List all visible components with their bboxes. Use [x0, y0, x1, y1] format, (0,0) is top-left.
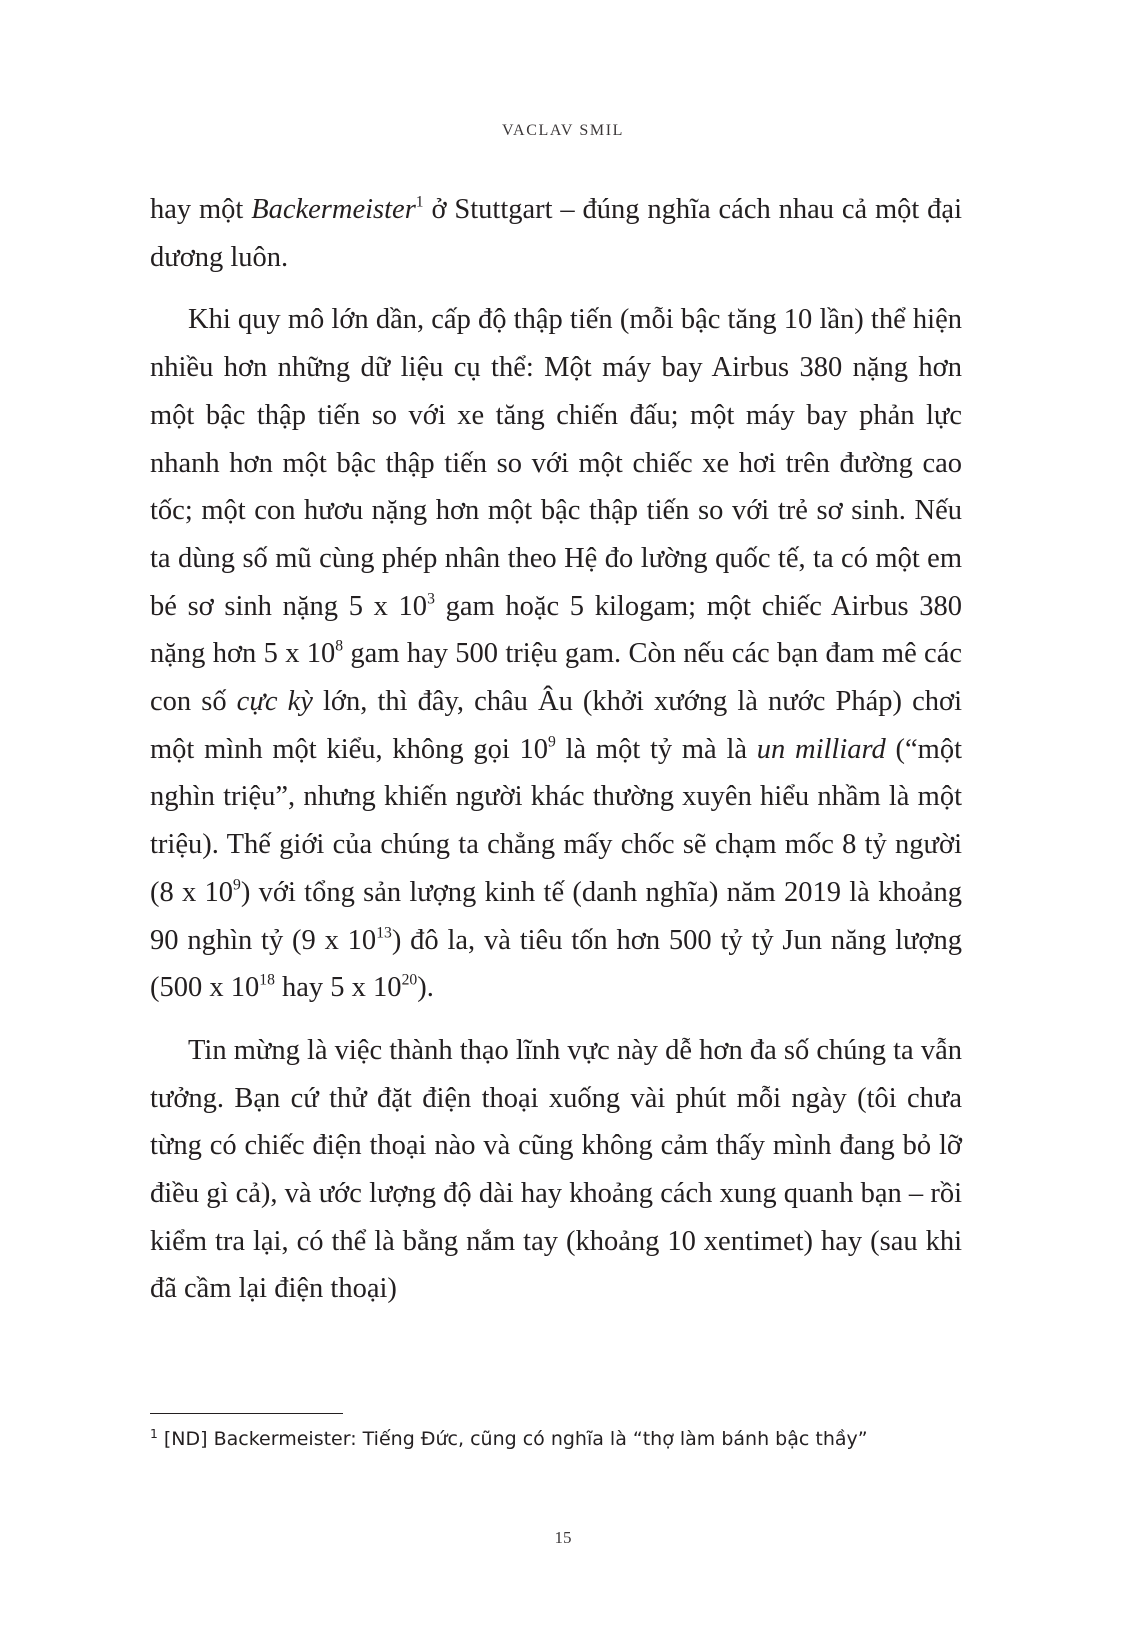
text-run: ở Stuttgart – đúng nghĩa cách nhau cả một đại dương luôn. [150, 194, 962, 273]
exponent: 9 [233, 876, 241, 894]
text-run: gam hay 500 triệu gam. Còn nếu các bạn đam mê các con số [150, 638, 962, 718]
text-run: lớn, thì đây, châu Âu (khởi xướng là nước Pháp) chơi một mình một kiểu, không gọi 10 [150, 686, 962, 765]
running-head: VACLAV SMIL [501, 122, 625, 139]
text-run: Tin mừng là việc thành thạo lĩnh vực này dễ hơn đa số chúng ta vẫn tưởng. Bạn cứ thử đặt điện thoại xuống vài phút mỗi ngày (tôi chưa từng có chiếc điện thoại nào và cũng không cảm thấy mình đang bỏ lỡ điều gì cả), và ước lượng độ dài hay khoảng cách xung quanh bạn – rồi kiểm tra lại, có thể là bằng nắm tay (khoảng 10 xentimet) hay (sau khi đã cầm lại điện thoại) [150, 1034, 962, 1305]
text-run: gam hoặc 5 kilogam; một chiếc Airbus 380 nặng hơn 5 x 10 [150, 590, 962, 670]
paragraph-good-news [150, 1027, 962, 1313]
footnote-divider [150, 1413, 343, 1414]
footnote [150, 1425, 962, 1453]
exponent: 3 [427, 589, 435, 607]
italic-term: Backermeister [251, 194, 416, 225]
page-number: 15 [554, 1528, 572, 1547]
text-run: hay một [150, 194, 252, 225]
text-run: ) đô la, và tiêu tốn hơn 500 tỷ tỷ Jun năng lượng (500 x 10 [150, 924, 963, 1004]
footnote-text: [ND] Backermeister: Tiếng Đức, cũng có nghĩa là “thợ làm bánh bậc thầy” [157, 1428, 868, 1450]
body-text [150, 186, 962, 1313]
exponent: 18 [259, 971, 275, 989]
text-run: ) với tổng sản lượng kinh tế (danh nghĩa) năm 2019 là khoảng 90 nghìn tỷ (9 x 10 [150, 876, 962, 956]
text-run: ). [417, 972, 434, 1004]
italic-emphasis: cực kỳ [236, 686, 313, 718]
exponent: 8 [335, 637, 344, 655]
text-run: là một tỷ mà là [555, 733, 757, 765]
footnote-reference[interactable]: 1 [415, 193, 424, 211]
text-run: hay 5 x 10 [274, 972, 402, 1004]
text-run: (“một nghìn triệu”, nhưng khiến người khác thường xuyên hiểu nhầm là một triệu). Thế giới của chúng ta chẳng mấy chốc sẽ chạm mốc 8 tỷ người (8 x 10 [150, 733, 962, 908]
footnote-marker: 1 [150, 1427, 158, 1442]
paragraph-orders-of-magnitude [150, 296, 962, 1012]
exponent: 20 [401, 971, 418, 989]
exponent: 9 [548, 732, 556, 750]
exponent: 13 [376, 923, 392, 941]
italic-term: un milliard [756, 733, 886, 765]
paragraph-continued [150, 186, 962, 281]
text-run: Khi quy mô lớn dần, cấp độ thập tiến (mỗi bậc tăng 10 lần) thể hiện nhiều hơn những dữ liệu cụ thể: Một máy bay Airbus 380 nặng hơn một bậc thập tiến so với xe tăng chiến đấu; một máy bay phản lực nhanh hơn một bậc thập tiến so với một chiếc xe hơi trên đường cao tốc; một con hươu nặng hơn một bậc thập tiến so với trẻ sơ sinh. Nếu ta dùng số mũ cùng phép nhân theo Hệ đo lường quốc tế, ta có một em bé sơ sinh nặng 5 x 10 [150, 304, 962, 622]
